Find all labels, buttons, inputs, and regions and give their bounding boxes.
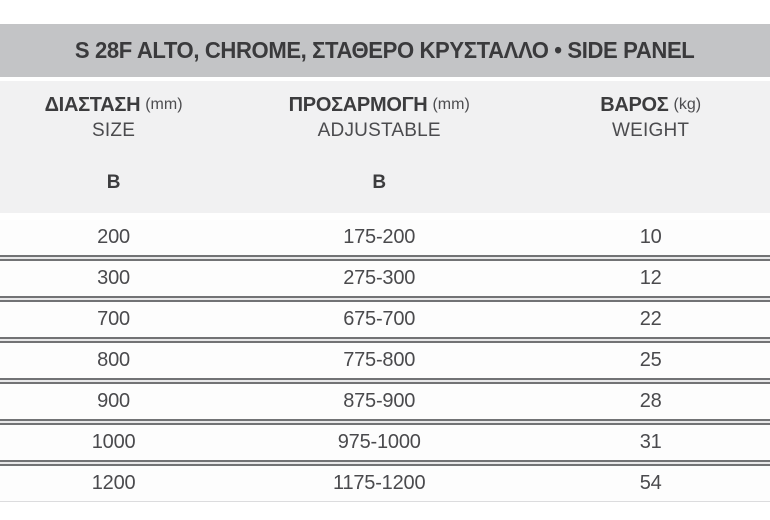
table-row — [0, 425, 770, 460]
variant-size-label: B — [106, 172, 121, 193]
variant-adjustable — [227, 170, 531, 196]
table-row — [0, 302, 770, 337]
cell-weight: 54 — [639, 472, 662, 494]
variant-weight — [531, 170, 770, 196]
table-body — [0, 213, 770, 502]
table-header — [0, 81, 770, 213]
cell-weight: 28 — [639, 390, 662, 412]
cell-adjustable: 175-200 — [343, 226, 416, 248]
cell-weight: 25 — [639, 349, 662, 371]
header-size-english — [0, 118, 227, 144]
header-size-label: ΔΙΑΣΤΑΣΗ — [44, 93, 141, 116]
cell-size: 200 — [97, 226, 130, 248]
page-title: S 28F ALTO, CHROME, ΣΤΑΘΕΡΟ ΚΡΥΣΤΑΛΛΟ • SIDE PANEL — [75, 37, 695, 63]
header-adjustable-en-label: ADJUSTABLE — [317, 120, 441, 141]
cell-weight: 10 — [639, 226, 662, 248]
cell-adjustable: 275-300 — [343, 267, 416, 289]
cell-size: 700 — [97, 308, 130, 330]
cell-size: 1200 — [91, 472, 136, 494]
header-adjustable-greek — [227, 92, 531, 118]
header-adjustable-english — [227, 118, 531, 144]
table-row — [0, 466, 770, 501]
cell-weight: 31 — [639, 431, 662, 453]
cell-adjustable: 675-700 — [343, 308, 416, 330]
cell-size: 800 — [97, 349, 130, 371]
variant-size — [0, 170, 227, 196]
cell-size: 300 — [97, 267, 130, 289]
variant-adjustable-label: B — [372, 172, 387, 193]
header-weight-greek — [531, 92, 770, 118]
cell-weight: 22 — [639, 308, 662, 330]
header-size-en-label: SIZE — [92, 120, 136, 141]
table-row — [0, 384, 770, 419]
table-bottom-rule — [0, 501, 770, 502]
table-row — [0, 220, 770, 255]
table-row — [0, 343, 770, 378]
cell-adjustable: 975-1000 — [337, 431, 421, 453]
header-weight-unit: (kg) — [673, 96, 702, 113]
header-weight-english — [531, 118, 770, 144]
title-bar — [0, 24, 770, 77]
cell-adjustable: 1175-1200 — [333, 472, 426, 494]
header-size-greek — [0, 92, 227, 118]
header-row-greek — [0, 81, 770, 118]
header-weight-label: ΒΑΡΟΣ — [600, 93, 669, 116]
header-row-english — [0, 118, 770, 144]
header-size-unit: (mm) — [145, 96, 183, 113]
header-adjustable-unit: (mm) — [432, 96, 470, 113]
table-row — [0, 261, 770, 296]
cell-weight: 12 — [639, 267, 662, 289]
cell-size: 1000 — [91, 431, 136, 453]
header-row-variant — [0, 170, 770, 196]
header-weight-en-label: WEIGHT — [612, 120, 690, 141]
cell-adjustable: 775-800 — [343, 349, 416, 371]
cell-size: 900 — [97, 390, 130, 412]
cell-adjustable: 875-900 — [343, 390, 416, 412]
header-adjustable-label: ΠΡΟΣΑΡΜΟΓΗ — [288, 93, 428, 116]
